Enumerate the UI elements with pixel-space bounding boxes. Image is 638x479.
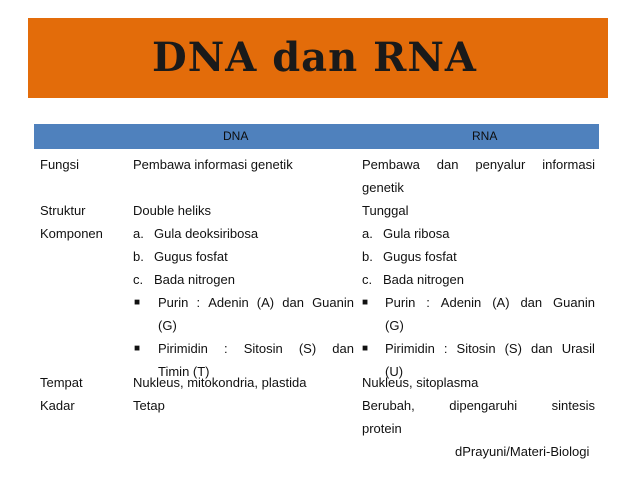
word: (S) (298, 341, 317, 356)
credit-text: dPrayuni/Materi-Biologi (455, 444, 590, 459)
struktur-rna: Tunggal (362, 203, 409, 218)
word: Purin (385, 295, 416, 310)
row-label-struktur: Struktur (40, 203, 86, 218)
word: dan (520, 295, 543, 310)
word: dipengaruhi (449, 398, 518, 413)
word: Urasil (561, 341, 595, 356)
kadar-rna-line1 (362, 398, 595, 413)
list-marker: b. (362, 249, 373, 264)
dna-purin-line (158, 295, 354, 310)
square-bullet-icon: ■ (362, 343, 369, 354)
rna-purin-line (385, 295, 595, 310)
list-marker: c. (133, 272, 144, 287)
word: Pirimidin (385, 341, 435, 356)
word: Sitosin (456, 341, 496, 356)
word: (A) (256, 295, 275, 310)
rna-pirimidin-cont: (U) (385, 364, 404, 379)
word: : (196, 295, 201, 310)
word: Guanin (553, 295, 595, 310)
word: (A) (492, 295, 510, 310)
word: (S) (504, 341, 522, 356)
word: Guanin (312, 295, 354, 310)
word: Adenin (440, 295, 482, 310)
dna-pirimidin-cont: Timin (T) (158, 364, 210, 379)
word: dan (332, 341, 354, 356)
row-label-komponen: Komponen (40, 226, 103, 241)
tempat-dna: Nukleus, mitokondria, plastida (133, 375, 307, 390)
word: dan (282, 295, 304, 310)
word: Berubah, (362, 398, 415, 413)
page-title: DNA dan RNA (152, 34, 477, 81)
table-header (34, 124, 599, 149)
word: : (426, 295, 430, 310)
word: Pirimidin (158, 341, 208, 356)
word: Pembawa (362, 157, 420, 172)
fungsi-dna: Pembawa informasi genetik (133, 157, 293, 172)
komponen-rna-a: Gula ribosa (383, 226, 450, 241)
word: informasi (542, 157, 595, 172)
row-label-fungsi: Fungsi (40, 157, 80, 172)
word: : (443, 341, 448, 356)
rna-pirimidin-line (385, 341, 595, 356)
kadar-rna-line2: protein (362, 421, 402, 436)
tempat-rna: Nukleus, sitoplasma (362, 375, 479, 390)
komponen-dna-c: Bada nitrogen (154, 272, 235, 287)
list-marker: b. (133, 249, 144, 264)
word: Adenin (208, 295, 249, 310)
komponen-rna-b: Gugus fosfat (383, 249, 457, 264)
square-bullet-icon: ■ (362, 297, 369, 308)
dna-purin-cont: (G) (158, 318, 177, 333)
dna-pirimidin-line (158, 341, 354, 356)
row-label-kadar: Kadar (40, 398, 75, 413)
square-bullet-icon: ■ (134, 343, 141, 354)
square-bullet-icon: ■ (134, 297, 141, 308)
header-dna: DNA (223, 129, 249, 143)
word: dan (530, 341, 553, 356)
word: penyalur (475, 157, 526, 172)
komponen-dna-b: Gugus fosfat (154, 249, 228, 264)
komponen-rna-c: Bada nitrogen (383, 272, 464, 287)
word: dan (436, 157, 459, 172)
list-marker: a. (362, 226, 373, 241)
fungsi-rna-line2: genetik (362, 180, 404, 195)
header-rna: RNA (472, 129, 498, 143)
list-marker: a. (133, 226, 144, 241)
komponen-dna-a: Gula deoksiribosa (154, 226, 259, 241)
word: : (223, 341, 228, 356)
kadar-dna: Tetap (133, 398, 165, 413)
row-label-tempat: Tempat (40, 375, 83, 390)
fungsi-rna-line1 (362, 157, 595, 172)
word: Sitosin (243, 341, 283, 356)
rna-purin-cont: (G) (385, 318, 404, 333)
word: sintesis (551, 398, 595, 413)
list-marker: c. (362, 272, 373, 287)
word: Purin (158, 295, 189, 310)
struktur-dna: Double heliks (133, 203, 212, 218)
